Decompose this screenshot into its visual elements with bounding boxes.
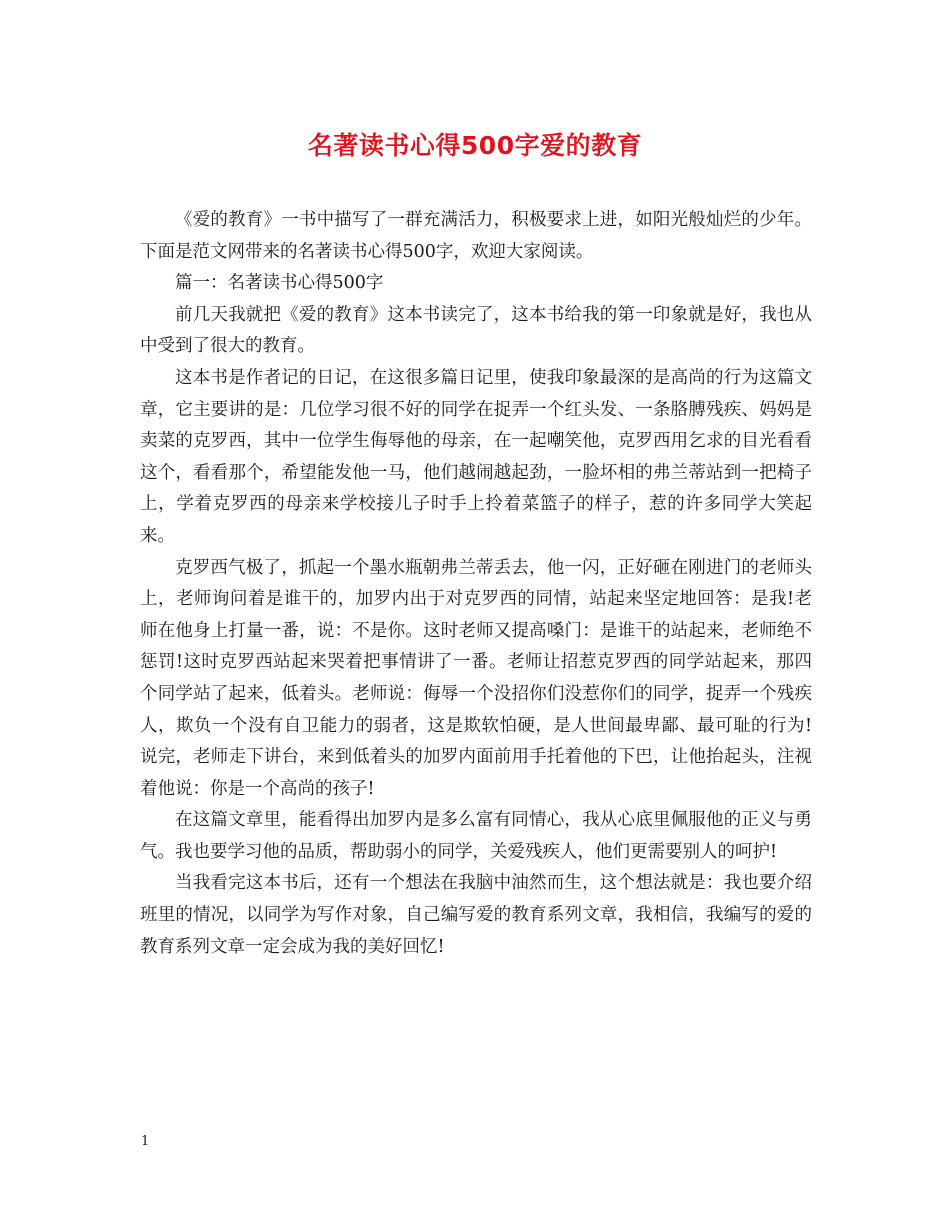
paragraph-intro: 《爱的教育》一书中描写了一群充满活力，积极要求上进，如阳光般灿烂的少年。下面是范文网带来的名著读书心得500字，欢迎大家阅读。	[140, 210, 812, 262]
paragraph: 前几天我就把《爱的教育》这本书读完了，这本书给我的第一印象就是好，我也从中受到了很大的教育。	[140, 304, 812, 357]
document-title: 名著读书心得500字爱的教育	[307, 131, 643, 160]
paragraph: 在这篇文章里，能看得出加罗内是多么富有同情心，我从心底里佩服他的正义与勇气。我也要学习他的品质，帮助弱小的同学，关爱残疾人，他们更需要别人的呵护!	[140, 810, 812, 862]
document-body	[140, 205, 812, 963]
page-number: 1	[141, 1134, 150, 1149]
section-heading: 篇一：名著读书心得500字	[175, 273, 384, 294]
paragraph: 这本书是作者记的日记，在这很多篇日记里，使我印象最深的是高尚的行为这篇文章，它主要讲的是：几位学习很不好的同学在捉弄一个红头发、一条胳膊残疾、妈妈是卖菜的克罗西，其中一位学生侮辱他的母亲，在一起嘲笑他，克罗西用乞求的目光看看这个，看看那个，希望能发他一马，他们越闹越起劲，一脸坏相的弗兰蒂站到一把椅子上，学着克罗西的母亲来学校接儿子时手上拎着菜篮子的样子，惹的许多同学大笑起来。	[140, 367, 812, 546]
paragraph: 当我看完这本书后，还有一个想法在我脑中油然而生，这个想法就是：我也要介绍班里的情况，以同学为写作对象，自己编写爱的教育系列文章，我相信，我编写的爱的教育系列文章一定会成为我的美好回忆!	[140, 873, 812, 957]
paragraph: 克罗西气极了，抓起一个墨水瓶朝弗兰蒂丢去，他一闪，正好砸在刚进门的老师头上，老师询问着是谁干的，加罗内出于对克罗西的同情，站起来坚定地回答：是我!老师在他身上打量一番，说：不是你。这时老师又提高嗓门：是谁干的站起来，老师绝不惩罚!这时克罗西站起来哭着把事情讲了一番。老师让招惹克罗西的同学站起来，那四个同学站了起来，低着头。老师说：侮辱一个没招你们没惹你们的同学，捉弄一个残疾人，欺负一个没有自卫能力的弱者，这是欺软怕硬，是人世间最卑鄙、最可耻的行为!说完，老师走下讲台，来到低着头的加罗内面前用手托着他的下巴，让他抬起头，注视着他说：你是一个高尚的孩子!	[140, 557, 812, 799]
